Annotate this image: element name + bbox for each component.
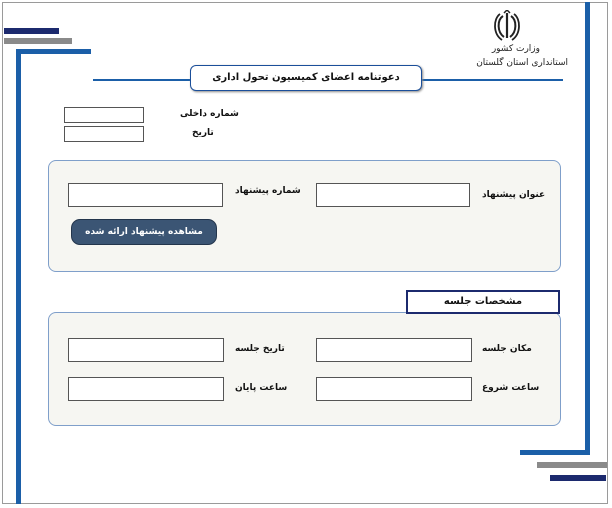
proposal-title-label: عنوان پیشنهاد	[482, 190, 546, 200]
session-end-label: ساعت پایان	[235, 383, 288, 393]
page-title: دعوتنامه اعضای کمیسیون تحول اداری	[190, 65, 422, 91]
session-start-field[interactable]	[316, 377, 472, 401]
proposal-number-label: شماره پیشنهاد	[235, 186, 301, 196]
proposal-number-field[interactable]	[68, 183, 223, 207]
internal-number-field[interactable]	[64, 107, 144, 123]
session-end-field[interactable]	[68, 377, 224, 401]
org-name-ministry: وزارت کشور	[491, 44, 540, 54]
proposal-title-field[interactable]	[316, 183, 470, 207]
decor-stripe	[4, 38, 72, 44]
date-label: تاریخ	[192, 128, 214, 138]
session-location-field[interactable]	[316, 338, 472, 362]
session-start-label: ساعت شروع	[482, 383, 540, 393]
date-field[interactable]	[64, 126, 144, 142]
decor-stripe	[550, 475, 606, 481]
session-location-label: مکان جلسه	[482, 344, 532, 354]
decor-stripe	[520, 450, 590, 455]
iran-emblem-icon	[492, 10, 522, 44]
decor-stripe	[16, 49, 91, 54]
internal-number-label: شماره داخلی	[180, 109, 239, 119]
decor-stripe	[4, 28, 59, 34]
decor-stripe	[537, 462, 607, 468]
session-date-label: تاریخ جلسه	[235, 344, 285, 354]
proposal-panel	[48, 160, 561, 272]
section-title-session: مشخصات جلسه	[406, 290, 560, 314]
decor-stripe	[585, 2, 590, 450]
view-proposal-button[interactable]: مشاهده پیشنهاد ارائه شده	[71, 219, 217, 245]
session-date-field[interactable]	[68, 338, 224, 362]
org-name-governorate: استانداری استان گلستان	[476, 58, 568, 68]
decor-stripe	[16, 49, 21, 504]
session-panel	[48, 312, 561, 426]
